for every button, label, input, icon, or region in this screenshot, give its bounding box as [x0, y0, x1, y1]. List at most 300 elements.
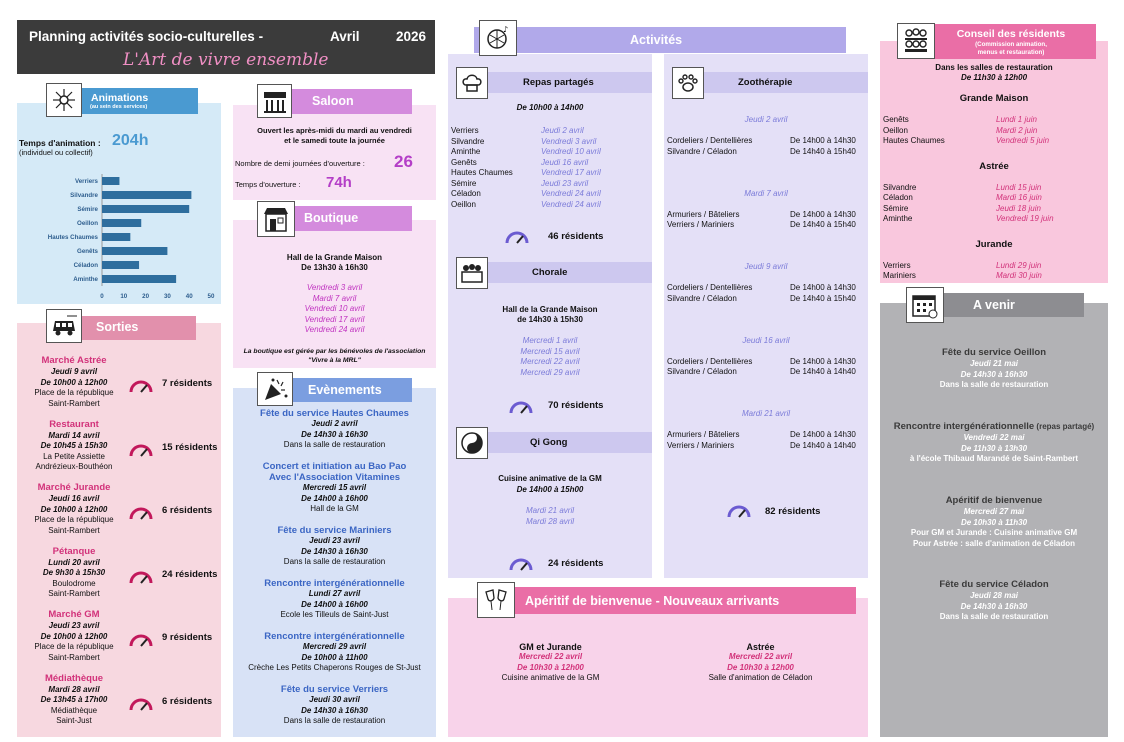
zoo-services: Verriers / Mariniers — [667, 220, 735, 229]
aperitif-banner — [500, 587, 856, 614]
gauge-icon — [128, 436, 154, 462]
header-banner — [17, 20, 435, 74]
repas-service: Verriers — [451, 126, 479, 135]
sortie-city: Andrézieux-Bouthéon — [35, 462, 113, 471]
aperitif-left — [458, 642, 643, 684]
chorale-date: Mercredi 1 avril — [522, 336, 578, 345]
network-icon — [46, 83, 82, 117]
sortie-time: De 10h45 à 15h30 — [40, 441, 108, 450]
event-name: Concert et initiation au Bao Pao — [262, 461, 407, 472]
avenir-place: à l'école Thibaud Marandé de Saint-Rambert — [909, 454, 1079, 463]
sortie-place: Place de la république — [34, 515, 114, 524]
conseil-row — [883, 136, 1103, 145]
zoo-row — [667, 430, 867, 439]
conseil-service: Silvandre — [883, 182, 917, 192]
zoo-time: De 14h00 à 14h30 — [790, 283, 856, 292]
sortie-time: De 10h00 à 12h00 — [40, 377, 108, 387]
conseil-date: Mardi 2 juin — [996, 125, 1038, 135]
sortie-time: De 10h00 à 12h00 — [40, 631, 108, 641]
chorale-dates — [448, 336, 652, 378]
sortie-name: Marché GM — [48, 609, 100, 620]
choir-icon — [456, 257, 488, 289]
repas-count: 46 résidents — [548, 231, 604, 242]
chart-tick-label: 40 — [185, 293, 193, 300]
header-year: 2026 — [396, 29, 427, 44]
avenir-detail: Vendredi 22 mai — [963, 433, 1025, 442]
conseil-group-name: Jurande — [975, 238, 1013, 250]
conseil-date: Lundi 1 juin — [996, 115, 1037, 124]
avenir-detail: Jeudi 28 mai — [969, 591, 1019, 600]
saloon-title: Saloon — [312, 94, 354, 108]
conseil-row — [883, 261, 1103, 270]
aperitif-left-time: De 10h30 à 12h00 — [517, 662, 584, 672]
animation-time-label: Temps d'animation : — [19, 138, 101, 148]
event-item — [233, 578, 436, 621]
zoo-row — [667, 294, 867, 303]
event-place: Ecole les Tilleuls de Saint-Just — [280, 610, 389, 619]
boutique-date: Mardi 7 avril — [312, 293, 357, 303]
chorale-date: Mercredi 29 avril — [520, 367, 580, 377]
repas-service: Hautes Chaumes — [451, 168, 513, 177]
qigong-time: De 14h00 à 15h00 — [516, 485, 584, 494]
avenir-name: Fête du service Céladon — [939, 579, 1049, 590]
zoo-row — [667, 136, 867, 145]
repas-title: Repas partagés — [523, 77, 594, 88]
repas-service: Sémire — [451, 178, 477, 188]
gauge-icon — [504, 223, 530, 249]
zoo-date: Jeudi 2 avril — [744, 115, 788, 124]
chart-category-label: Hautes Chaumes — [47, 234, 98, 241]
animation-time-note: (individuel ou collectif) — [19, 148, 93, 157]
event-item — [233, 408, 436, 451]
avenir-detail: De 10h30 à 11h30 — [960, 517, 1028, 527]
avenir-item — [880, 578, 1108, 623]
conseil-title: Conseil des résidents — [956, 28, 1066, 40]
conseil-service: Aminthe — [883, 214, 913, 223]
conseil-row — [883, 183, 1103, 192]
activites-title: Activités — [630, 33, 683, 47]
boutique-place: Hall de la Grande Maison — [286, 253, 383, 262]
boutique-date: Vendredi 10 avril — [304, 304, 365, 313]
zoo-time: De 14h40 à 15h40 — [790, 220, 856, 229]
chorale-time: de 14h30 à 15h30 — [517, 315, 583, 324]
repas-date: Jeudi 2 avril — [541, 126, 584, 135]
repas-date: Jeudi 23 avril — [541, 178, 589, 188]
event-item — [233, 631, 436, 674]
repas-banner — [483, 72, 652, 93]
sortie-item — [19, 672, 129, 727]
evenements-title: Evènements — [308, 383, 382, 397]
zoo-services: Cordeliers / Dentellières — [667, 356, 753, 366]
sortie-place: Médiathèque — [50, 705, 98, 715]
zoo-services: Silvandre / Céladon — [667, 293, 737, 303]
zoo-services: Silvandre / Céladon — [667, 367, 737, 376]
conseil-service: Genêts — [883, 115, 909, 124]
saloon-half-days-value: 26 — [394, 152, 413, 171]
chart-bar — [102, 247, 167, 255]
chart-tick-label: 30 — [163, 293, 171, 300]
sortie-city: Saint-Rambert — [48, 589, 100, 598]
sortie-count: 24 résidents — [162, 568, 218, 580]
activites-banner — [474, 27, 846, 53]
zoo-date: Mardi 21 avril — [741, 409, 790, 418]
event-place: Crèche Les Petits Chaperons Rouges de St-Just — [248, 663, 421, 672]
sortie-time: De 9h30 à 15h30 — [42, 568, 106, 577]
repas-rows — [451, 126, 651, 210]
boutique-hours: De 13h30 à 16h30 — [301, 263, 368, 272]
shop-icon — [257, 201, 295, 237]
qigong-date: Mardi 21 avril — [525, 506, 574, 515]
gauge-icon — [508, 550, 534, 576]
sortie-count: 6 résidents — [162, 695, 213, 707]
saloon-icon — [257, 84, 292, 118]
qigong-count: 24 résidents — [548, 558, 604, 569]
repas-date: Vendredi 10 avril — [541, 147, 601, 156]
avenir-place: Dans la salle de restauration — [939, 612, 1049, 621]
chart-tick-label: 20 — [142, 293, 150, 300]
avenir-title: A venir — [973, 298, 1015, 312]
activites-panel-right — [664, 54, 868, 578]
boutique-date: Vendredi 3 avril — [306, 283, 363, 292]
chart-category-label: Silvandre — [70, 192, 98, 199]
chart-category-label: Oeillon — [77, 220, 98, 227]
zoo-time: De 14h40 à 15h40 — [790, 293, 856, 303]
chart-tick-label: 10 — [120, 293, 128, 300]
zoo-services: Verriers / Mariniers — [667, 440, 735, 450]
event-date: Mercredi 29 avril — [302, 642, 367, 651]
sortie-place: La Petite Assiette — [43, 451, 105, 461]
sortie-place: Place de la république — [34, 642, 114, 651]
event-date: Lundi 27 avril — [308, 589, 361, 598]
event-item — [233, 684, 436, 727]
qigong-date: Mardi 28 avril — [525, 516, 574, 526]
animations-banner — [76, 88, 198, 114]
sortie-name: Restaurant — [49, 418, 99, 430]
event-place: Dans la salle de restauration — [283, 716, 386, 725]
event-time: De 14h30 à 16h30 — [301, 546, 368, 556]
zoo-row — [667, 283, 867, 292]
aperitif-left-name: GM et Jurande — [519, 642, 582, 652]
repas-service: Genêts — [451, 157, 477, 167]
boutique-note2: "Vivre à la MRL" — [308, 357, 361, 364]
zoo-banner — [700, 72, 868, 93]
avenir-detail: Mercredi 27 mai — [963, 507, 1025, 516]
chart-tick-label: 0 — [100, 293, 104, 300]
sortie-count: 6 résidents — [162, 505, 213, 516]
sortie-name: Médiathèque — [44, 672, 104, 684]
aperitif-left-place: Cuisine animative de la GM — [501, 673, 600, 682]
zoo-services: Silvandre / Céladon — [667, 146, 737, 156]
qigong-banner — [483, 432, 652, 453]
sortie-place: Place de la république — [34, 388, 114, 397]
event-time: De 14h00 à 16h00 — [301, 599, 368, 609]
avenir-place: Pour GM et Jurande : Cuisine animative GM — [910, 528, 1078, 537]
chart-bar — [102, 219, 141, 227]
chorale-date: Mercredi 15 avril — [520, 346, 580, 356]
zoo-time: De 14h00 à 14h30 — [790, 136, 856, 145]
boutique-dates — [233, 283, 436, 336]
event-item — [233, 461, 436, 515]
chart-category-label: Genêts — [77, 248, 98, 255]
svg-text:♪: ♪ — [503, 25, 509, 34]
header-month: Avril — [330, 29, 360, 44]
aperitif-left-date: Mercredi 22 avril — [518, 652, 583, 661]
animations-subtitle: (au sein des services) — [90, 104, 148, 110]
bus-icon — [46, 309, 82, 343]
conseil-service: Céladon — [883, 193, 913, 202]
chorale-banner — [483, 262, 652, 283]
qigong-dates — [448, 506, 652, 527]
zoo-time: De 14h40 à 14h40 — [790, 440, 856, 450]
chart-tick-label: 50 — [207, 293, 215, 300]
event-name: Fête du service Hautes Chaumes — [260, 408, 409, 419]
avenir-note: (repas partagé) — [1034, 422, 1095, 431]
sortie-name: Marché Astrée — [41, 355, 107, 366]
zoo-services: Armuriers / Bâteliers — [667, 430, 740, 439]
conseil-banner — [926, 24, 1096, 59]
conseil-place: Dans les salles de restauration — [935, 63, 1053, 72]
avenir-name: Fête du service Oeillon — [941, 347, 1046, 358]
saloon-open-time-label: Temps d'ouverture : — [235, 180, 301, 189]
event-time: De 14h30 à 16h30 — [301, 705, 368, 715]
event-date: Jeudi 23 avril — [309, 536, 360, 545]
zoo-time: De 14h40 à 15h40 — [790, 146, 856, 156]
sorties-title: Sorties — [96, 320, 139, 334]
toast-icon — [477, 582, 515, 618]
gauge-icon — [726, 497, 752, 523]
zoo-time: De 14h00 à 14h30 — [790, 356, 856, 366]
boutique-date: Vendredi 24 avril — [304, 325, 365, 334]
conseil-row — [883, 204, 1103, 213]
repas-row — [451, 200, 651, 211]
conseil-subtitle2: menus et restauration) — [977, 49, 1045, 56]
zoo-date: Mardi 7 avril — [744, 188, 788, 198]
zoo-services: Armuriers / Bâteliers — [667, 209, 740, 219]
sortie-time: De 13h45 à 17h00 — [40, 695, 108, 704]
conseil-service: Verriers — [883, 260, 911, 270]
animations-title: Animations — [91, 92, 149, 104]
avenir-item — [880, 494, 1108, 549]
chorale-title: Chorale — [532, 267, 568, 278]
zoo-row — [667, 357, 867, 366]
sortie-city: Saint-Rambert — [48, 525, 100, 535]
zoo-services: Cordeliers / Dentellières — [667, 136, 753, 145]
animations-bar-chart — [17, 170, 221, 300]
zoo-row — [667, 210, 867, 219]
repas-row — [451, 168, 651, 179]
chart-category-label: Sémire — [77, 206, 98, 213]
sortie-place: Boulodrome — [52, 578, 96, 588]
aperitif-title: Apéritif de bienvenue - Nouveaux arrivants — [525, 594, 780, 608]
repas-row — [451, 126, 651, 137]
zoo-row — [667, 367, 867, 376]
activities-icon — [479, 20, 517, 56]
avenir-item — [880, 420, 1108, 465]
animation-time-value: 204h — [112, 132, 149, 149]
sortie-name: Pétanque — [52, 545, 96, 557]
boutique-note1: La boutique est gérée par les bénévoles de l'association — [243, 348, 426, 355]
gauge-icon — [508, 393, 534, 419]
conseil-group-name: Astrée — [979, 160, 1009, 172]
event-name: Rencontre intergénérationnelle — [264, 578, 405, 589]
chart-category-label: Céladon — [73, 262, 98, 269]
conseil-time: De 11h30 à 12h00 — [960, 73, 1028, 82]
conseil-group-name: Grande Maison — [959, 93, 1029, 104]
chart-bar — [102, 205, 189, 213]
page-subtitle: L'Art de vivre ensemble — [123, 50, 329, 70]
chart-category-label: Verriers — [74, 178, 98, 185]
event-date: Jeudi 2 avril — [311, 419, 358, 428]
repas-service: Oeillon — [451, 199, 476, 209]
repas-date: Vendredi 3 avril — [541, 136, 597, 146]
conseil-date: Lundi 15 juin — [996, 182, 1042, 192]
event-name: Rencontre intergénérationnelle — [264, 631, 405, 642]
saloon-line2: et le samedi toute la journée — [284, 136, 385, 145]
sortie-date: Lundi 20 avril — [48, 557, 100, 567]
chart-category-label: Aminthe — [73, 276, 98, 283]
conseil-row — [883, 115, 1103, 124]
repas-service: Céladon — [451, 189, 481, 198]
conseil-row — [883, 271, 1103, 280]
chorale-date: Mercredi 22 avril — [520, 357, 580, 366]
conseil-date: Jeudi 18 juin — [996, 203, 1041, 213]
qigong-title: Qi Gong — [530, 437, 568, 448]
avenir-detail: De 14h30 à 16h30 — [960, 601, 1028, 611]
zoo-row — [667, 147, 867, 156]
conseil-date: Vendredi 5 juin — [996, 136, 1050, 145]
conseil-date: Vendredi 19 juin — [996, 214, 1054, 223]
party-icon — [257, 372, 293, 406]
zoo-row — [667, 220, 867, 229]
event-time: De 10h00 à 11h00 — [301, 652, 368, 662]
sortie-date: Jeudi 9 avril — [50, 367, 98, 376]
sortie-item — [19, 418, 129, 473]
event-place: Hall de la GM — [310, 504, 359, 513]
sortie-item — [19, 354, 129, 409]
repas-service: Silvandre — [451, 136, 485, 146]
zoo-time: De 14h00 à 14h30 — [790, 209, 856, 219]
saloon-half-days-label: Nombre de demi journées d'ouverture : — [235, 159, 365, 168]
conseil-service: Sémire — [883, 203, 909, 213]
event-place: Dans la salle de restauration — [283, 440, 386, 449]
conseil-service: Hautes Chaumes — [883, 136, 945, 145]
qigong-place: Cuisine animative de la GM — [498, 474, 602, 483]
sortie-item — [19, 481, 129, 536]
evenements-banner — [280, 378, 412, 402]
sortie-item — [19, 545, 129, 600]
chorale-place: Hall de la Grande Maison — [502, 305, 598, 314]
event-subname: Avec l'Association Vitamines — [268, 472, 401, 483]
gauge-icon — [128, 372, 154, 398]
repas-row — [451, 137, 651, 148]
conseil-row — [883, 126, 1103, 135]
repas-date: Vendredi 24 avril — [541, 199, 601, 209]
zoo-time: De 14h00 à 14h30 — [790, 430, 856, 439]
boutique-date: Vendredi 17 avril — [304, 314, 365, 324]
event-date: Jeudi 30 avril — [309, 695, 360, 704]
sortie-date: Jeudi 23 avril — [48, 621, 100, 630]
chart-bar — [102, 261, 139, 269]
repas-date: Vendredi 17 avril — [541, 168, 601, 177]
sortie-name: Marché Jurande — [37, 482, 111, 493]
calendar-icon — [906, 287, 944, 323]
boutique-title: Boutique — [304, 211, 359, 225]
zoo-date: Jeudi 9 avril — [744, 262, 788, 271]
event-date: Mercredi 15 avril — [302, 483, 367, 492]
repas-row — [451, 147, 651, 158]
chart-bar — [102, 275, 176, 283]
avenir-detail: De 14h30 à 16h30 — [960, 369, 1028, 379]
sortie-count: 7 résidents — [162, 378, 213, 389]
sortie-date: Mardi 14 avril — [48, 430, 100, 440]
event-name: Fête du service Mariniers — [277, 525, 392, 536]
chart-bar — [102, 191, 191, 199]
aperitif-right-name: Astrée — [746, 642, 775, 652]
event-item — [233, 525, 436, 568]
conseil-service: Mariniers — [883, 271, 916, 280]
avenir-name: Rencontre intergénérationnelle (repas partagé) — [893, 421, 1095, 432]
aperitif-right-date: Mercredi 22 avril — [728, 652, 793, 661]
avenir-place: Pour Astrée : salle d'animation de Céladon — [912, 538, 1076, 548]
repas-row — [451, 189, 651, 200]
sorties-banner — [76, 316, 196, 340]
chorale-count: 70 résidents — [548, 400, 604, 411]
sortie-city: Saint-Rambert — [48, 652, 100, 662]
repas-time: De 10h00 à 14h00 — [516, 103, 584, 112]
sortie-item — [19, 608, 129, 663]
paw-icon — [672, 67, 704, 99]
event-place: Dans la salle de restauration — [283, 557, 386, 566]
zoo-services: Cordeliers / Dentellières — [667, 283, 753, 292]
gauge-icon — [128, 499, 154, 525]
conseil-row — [883, 214, 1103, 223]
conseil-date: Lundi 29 juin — [996, 260, 1042, 270]
sortie-count: 9 résidents — [162, 632, 213, 643]
gauge-icon — [128, 626, 154, 652]
conseil-subtitle1: (Commission animation, — [975, 41, 1047, 48]
conseil-service: Oeillon — [883, 125, 908, 135]
avenir-detail: Jeudi 21 mai — [969, 359, 1019, 368]
repas-service: Aminthe — [451, 147, 481, 156]
avenir-item — [880, 346, 1108, 391]
yin-yang-icon — [456, 427, 488, 459]
repas-date: Jeudi 16 avril — [541, 157, 589, 167]
repas-date: Vendredi 24 avril — [541, 189, 601, 198]
sortie-city: Saint-Just — [56, 716, 92, 725]
zoo-time: De 14h40 à 14h40 — [790, 367, 856, 376]
sortie-count: 15 résidents — [162, 441, 218, 453]
aperitif-right-place: Salle d'animation de Céladon — [708, 673, 813, 682]
conseil-date: Mardi 30 juin — [996, 271, 1042, 280]
saloon-banner — [280, 89, 412, 114]
chart-bar — [102, 177, 119, 185]
avenir-detail: De 11h30 à 13h30 — [960, 443, 1028, 453]
conseil-row — [883, 193, 1103, 202]
chart-bar — [102, 233, 130, 241]
boutique-banner — [280, 206, 412, 231]
page-title: Planning activités socio-culturelles - — [29, 29, 264, 44]
zoo-title: Zoothérapie — [738, 77, 793, 88]
chef-hat-icon — [456, 67, 488, 99]
zoo-count: 82 résidents — [765, 506, 821, 517]
sortie-date: Mardi 28 avril — [48, 684, 100, 694]
event-name: Fête du service Verriers — [280, 684, 389, 695]
event-time: De 14h00 à 16h00 — [301, 493, 368, 503]
gauge-icon — [128, 690, 154, 716]
aperitif-right-time: De 10h30 à 12h00 — [727, 662, 794, 672]
saloon-open-time-value: 74h — [326, 174, 352, 191]
zoo-row — [667, 441, 867, 450]
